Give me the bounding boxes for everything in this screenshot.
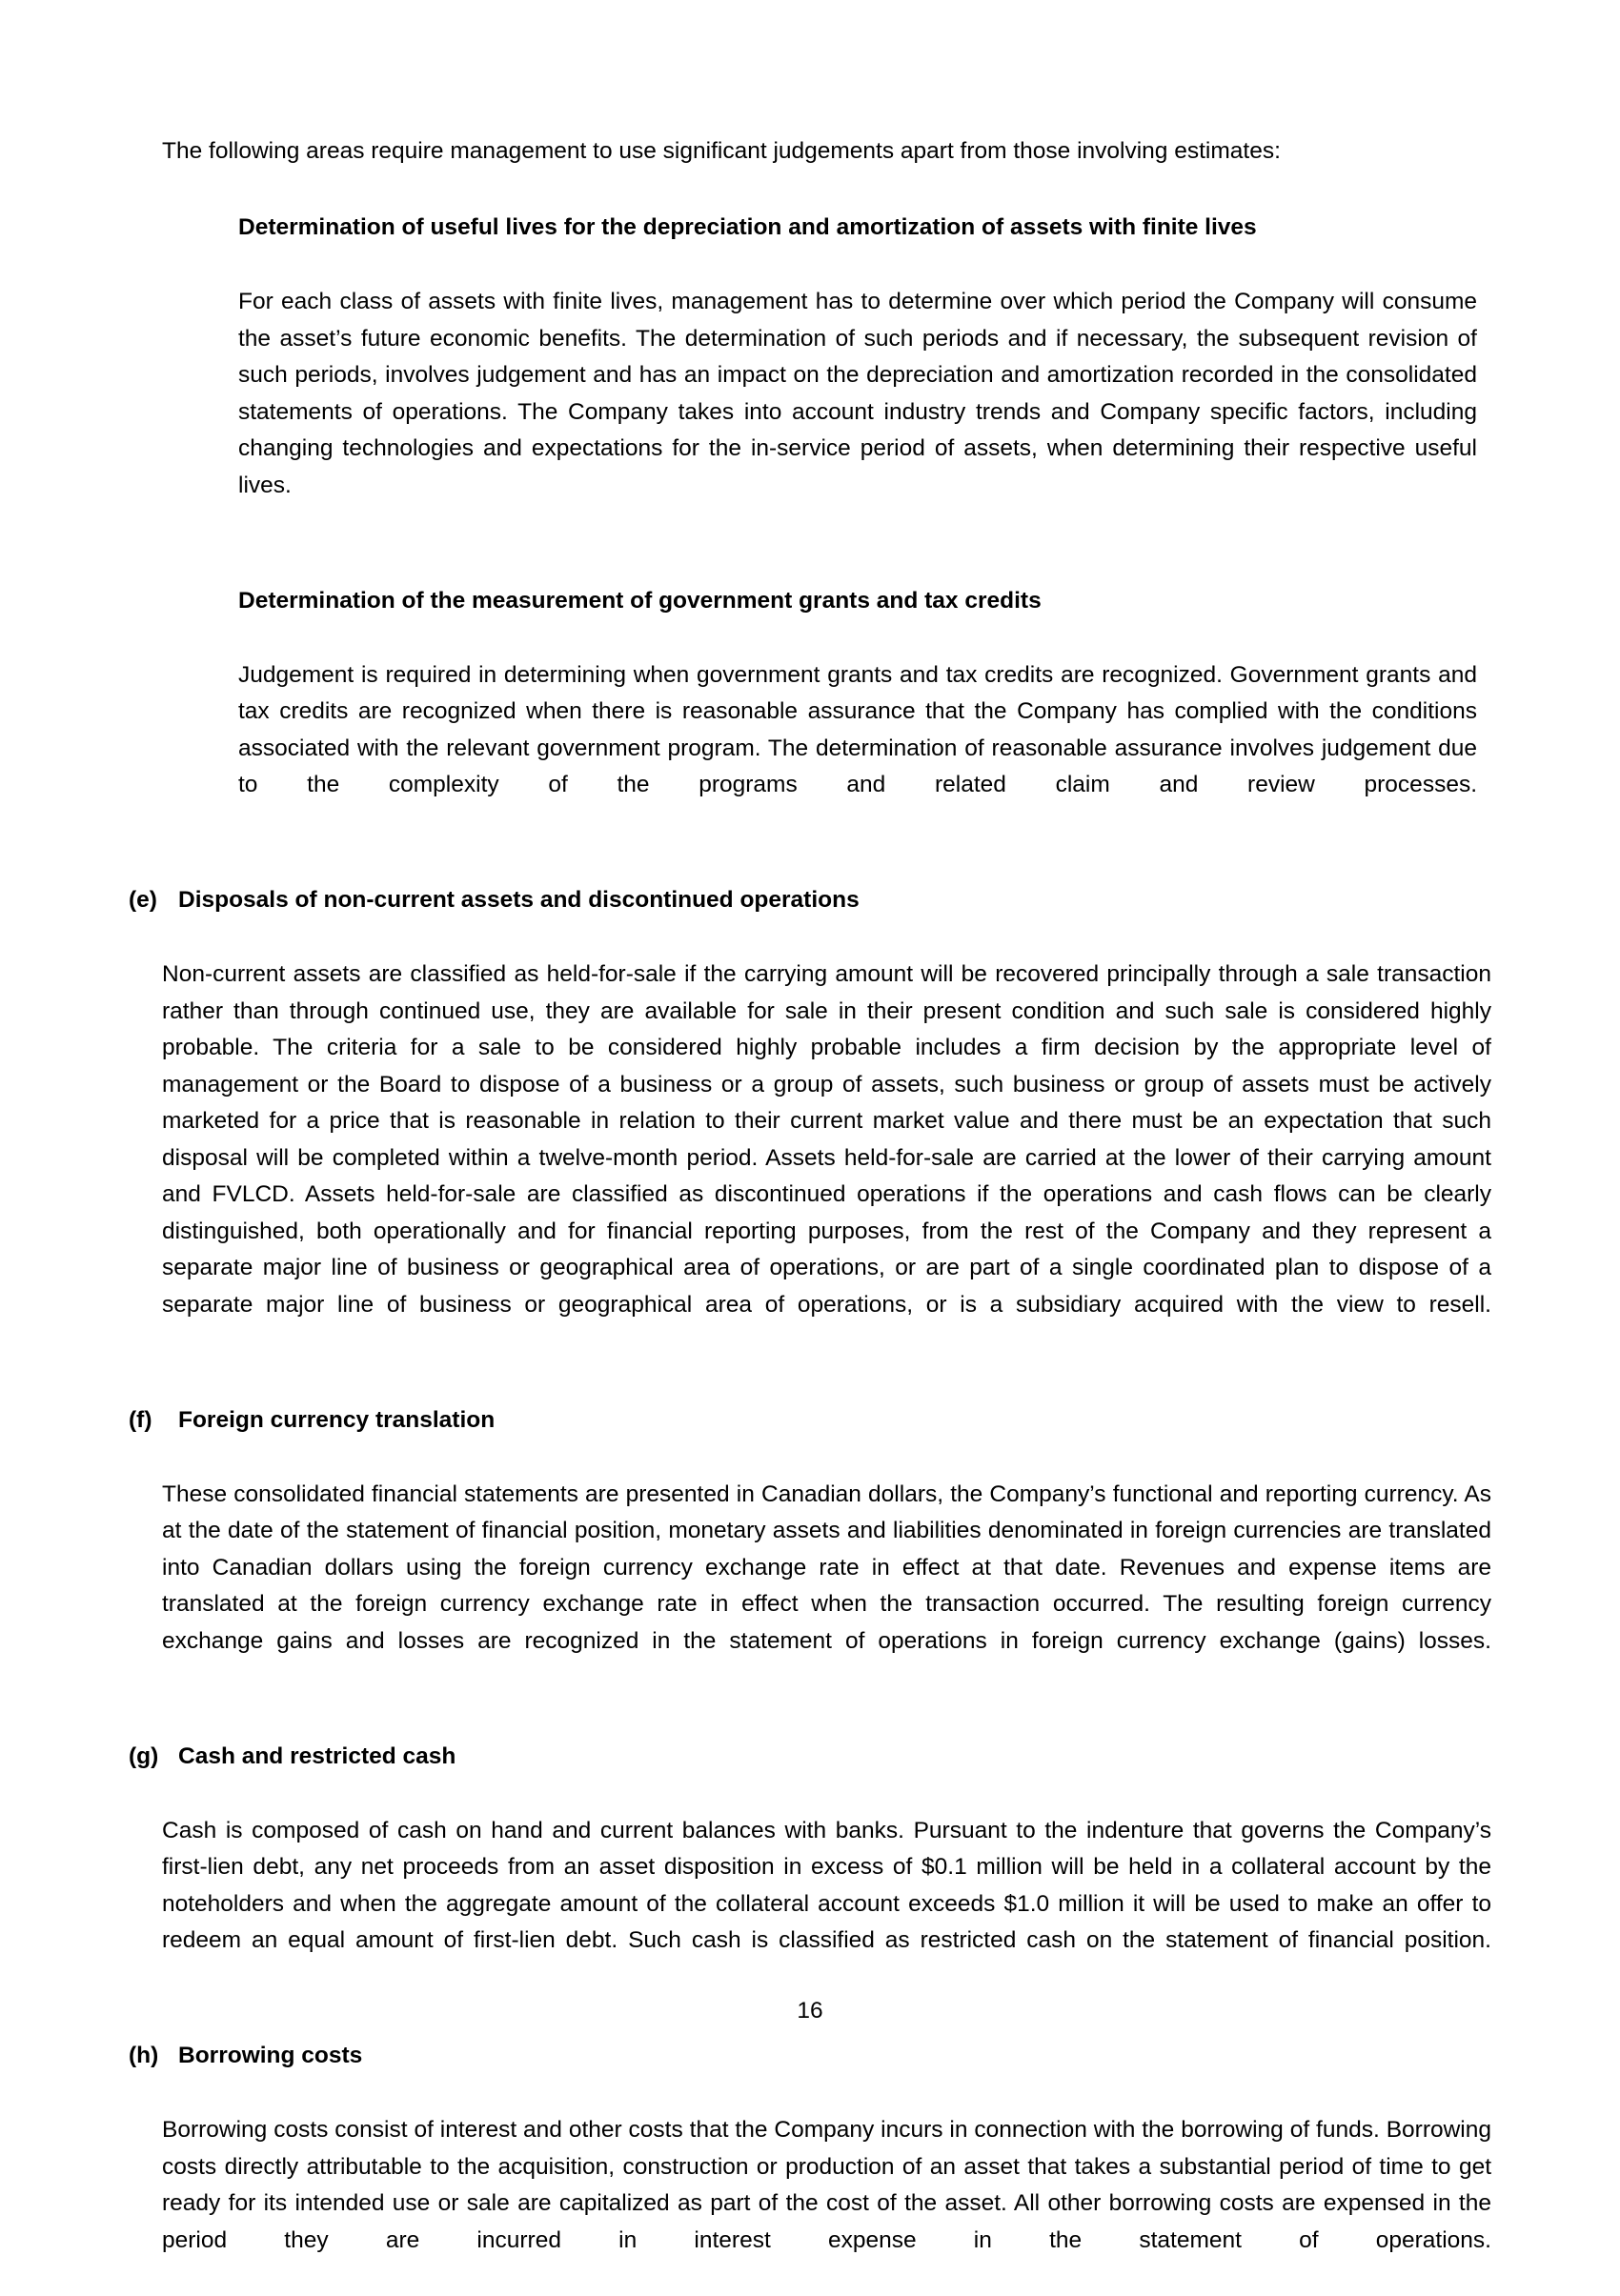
- section-g-title: Cash and restricted cash: [178, 1742, 456, 1769]
- section-g-heading: [129, 1739, 1491, 1775]
- judgement-topic-heading: Determination of the measurement of government grants and tax credits: [238, 587, 1042, 614]
- section-e-heading: [129, 882, 1491, 918]
- page-content: [129, 133, 1491, 2296]
- page-number: 16: [797, 1998, 823, 2024]
- judgement-topic-body: For each class of assets with finite lives, management has to determine over which period the Company will consume the asset’s future economic benefits. The determination of such periods and if necessary, the subsequent revision of such periods, involves judgement and has an impact on the depreciation and amortization recorded in the consolidated statements of operations. The Company takes into account industry trends and Company specific factors, including changing technologies and expectations for the in-service period of assets, when determining their respective useful lives.: [238, 289, 1477, 498]
- section-f-letter: (f): [129, 1406, 152, 1433]
- section-e-body: Non-current assets are classified as held-for-sale if the carrying amount will be recovered principally through a sale transaction rather than through continued use, they are available for sale in their present condition and such sale is considered highly probable. The criteria for a sale to be considered highly probable includes a firm decision by the appropriate level of management or the Board to dispose of a business or a group of assets, such business or group of assets must be actively marketed for a price that is reasonable in relation to their current market value and there must be an expectation that such disposal will be completed within a twelve-month period. Assets held-for-sale are carried at the lower of their carrying amount and FVLCD. Assets held-for-sale are classified as discontinued operations if the operations and cash flows can be clearly distinguished, both operationally and for financial reporting purposes, from the rest of the Company and they represent a separate major line of business or geographical area of operations, or are part of a single coordinated plan to dispose of a separate major line of business or geographical area of operations, or is a subsidiary acquired with the view to resell.: [162, 961, 1491, 1318]
- judgement-topic-heading: Determination of useful lives for the depreciation and amortization of assets with finite lives: [238, 214, 1257, 240]
- judgement-topic: [129, 583, 1491, 841]
- section-h-body: Borrowing costs consist of interest and other costs that the Company incurs in connection with the borrowing of funds. Borrowing costs directly attributable to the acquisition, construction or production of an asset that takes a substantial period of time to get ready for its intended use or sale are capitalized as part of the cost of the asset. All other borrowing costs are expensed in the period they are incurred in interest expense in the statement of operations.: [162, 2117, 1491, 2253]
- section-e: [129, 882, 1491, 1360]
- section-h: [129, 2038, 1491, 2296]
- section-g-letter: (g): [129, 1742, 159, 1769]
- section-g-body: Cash is composed of cash on hand and current balances with banks. Pursuant to the indenture that governs the Company’s first-lien debt, any net proceeds from an asset disposition in excess of $0.1 million will be held in a collateral account by the noteholders and when the aggregate amount of the collateral account exceeds $1.0 million it will be used to make an offer to redeem an equal amount of first-lien debt. Such cash is classified as restricted cash on the statement of financial position.: [162, 1817, 1491, 1953]
- section-g: [129, 1739, 1491, 1997]
- section-h-letter: (h): [129, 2043, 159, 2068]
- section-f: [129, 1402, 1491, 1697]
- intro-paragraph: The following areas require management to use significant judgements apart from those involving estimates:: [162, 138, 1281, 164]
- section-h-title: Borrowing costs: [178, 2043, 363, 2068]
- section-f-title: Foreign currency translation: [178, 1406, 496, 1433]
- section-h-heading: [129, 2038, 1491, 2074]
- section-e-letter: (e): [129, 887, 157, 913]
- judgement-topic: [129, 210, 1491, 541]
- section-f-heading: [129, 1402, 1491, 1439]
- section-f-body: These consolidated financial statements are presented in Canadian dollars, the Company’s functional and reporting currency. As at the date of the statement of financial position, monetary assets and liabilities denominated in foreign currencies are translated into Canadian dollars using the foreign currency exchange rate in effect at that date. Revenues and expense items are translated at the foreign currency exchange rate in effect when the transaction occurred. The resulting foreign currency exchange gains and losses are recognized in the statement of operations in foreign currency exchange (gains) losses.: [162, 1480, 1491, 1654]
- section-e-title: Disposals of non-current assets and discontinued operations: [178, 887, 860, 913]
- judgement-topic-body: Judgement is required in determining when government grants and tax credits are recognized. Government grants and tax credits are recognized when there is reasonable assurance that the Company has complied with the conditions associated with the relevant government program. The determination of reasonable assurance involves judgement due to the complexity of the programs and related claim and review processes.: [238, 661, 1477, 797]
